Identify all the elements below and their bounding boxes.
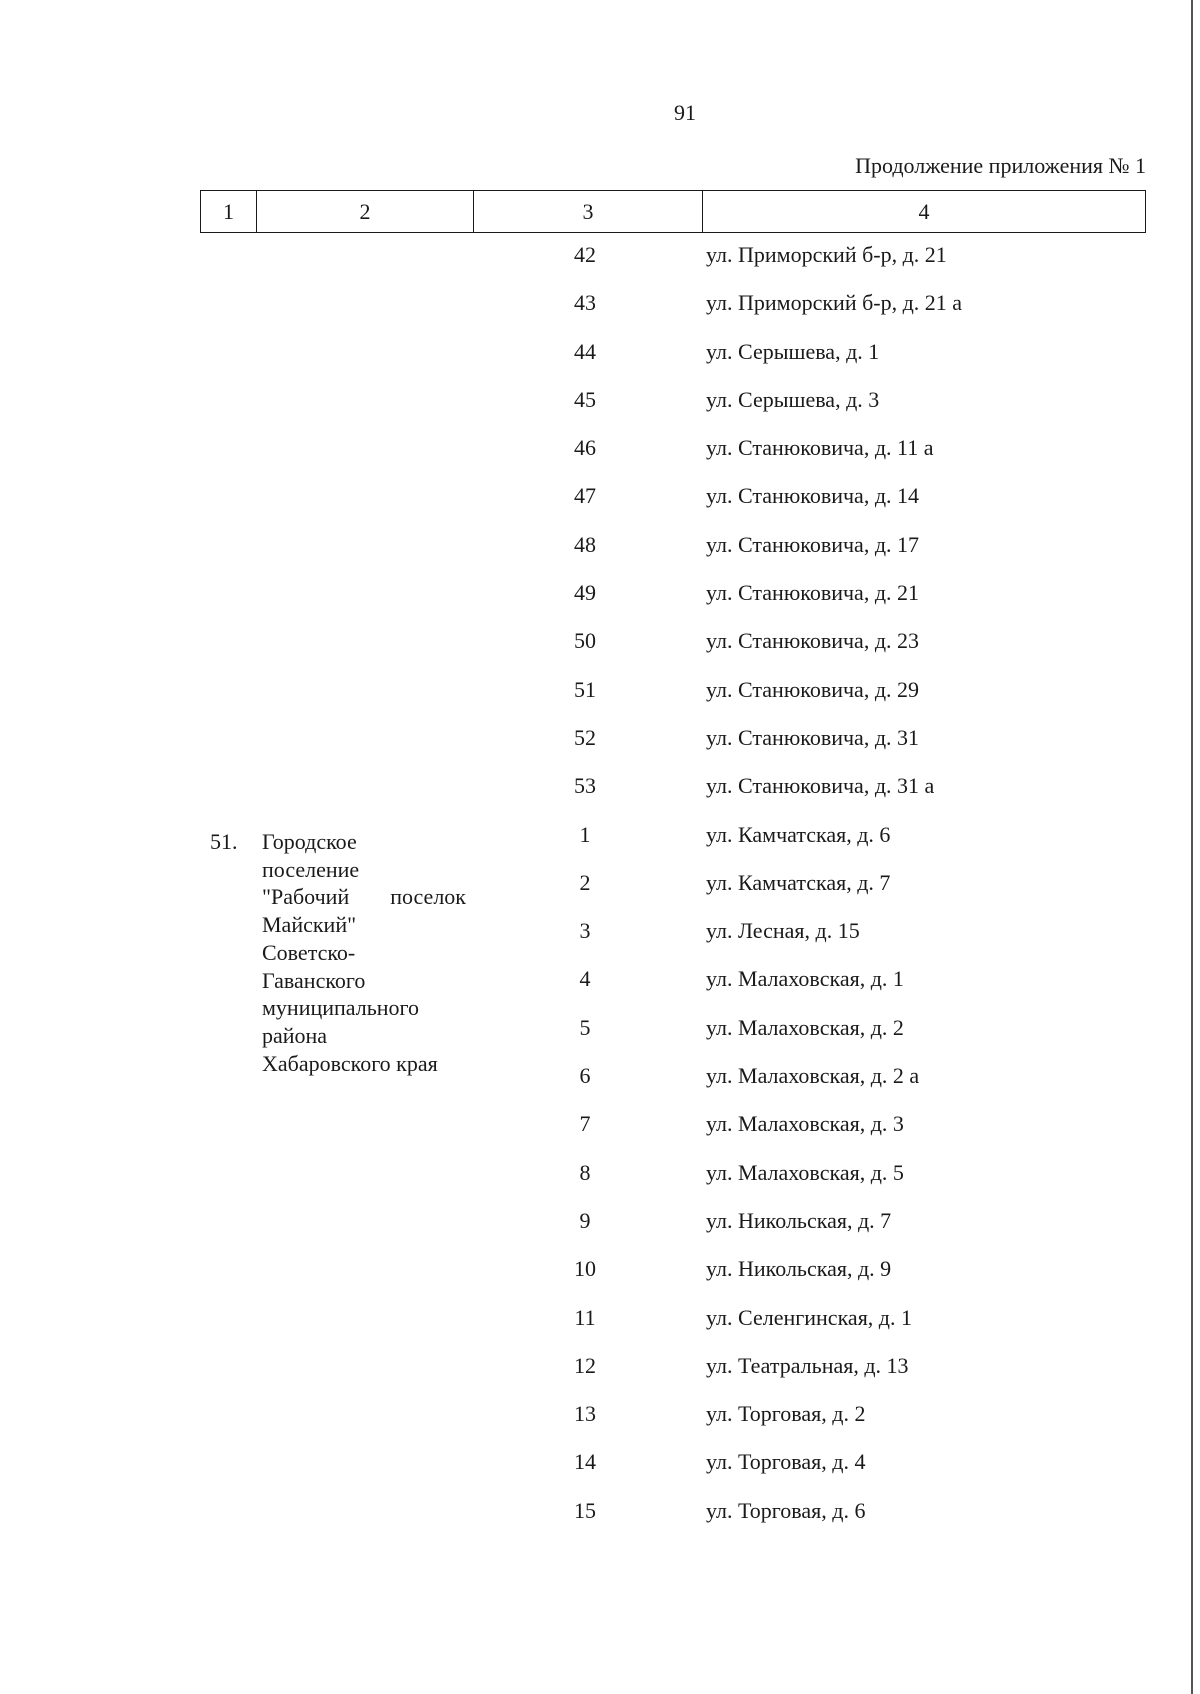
row-number: 14 [574, 1449, 596, 1475]
table-row [0, 435, 1200, 483]
row-number: 49 [574, 580, 596, 606]
row-address: ул. Станюковича, д. 11 а [706, 435, 934, 461]
table-row [0, 1256, 1200, 1304]
row-address: ул. Станюковича, д. 21 [706, 580, 920, 606]
row-address: ул. Малаховская, д. 2 а [706, 1063, 920, 1089]
table-row [0, 483, 1200, 531]
row-number: 15 [574, 1497, 596, 1523]
table-row [0, 1160, 1200, 1208]
row-address: ул. Торговая, д. 6 [706, 1497, 866, 1523]
table-row [0, 677, 1200, 725]
row-address: ул. Лесная, д. 15 [706, 918, 860, 944]
row-address: ул. Станюковича, д. 17 [706, 531, 920, 557]
row-address: ул. Станюковича, д. 29 [706, 676, 920, 702]
row-number: 12 [574, 1352, 596, 1378]
row-address: ул. Станюковича, д. 31 а [706, 773, 935, 799]
entity-word: "Рабочий [262, 884, 350, 910]
table-row [0, 1498, 1200, 1546]
header-col-3: 3 [474, 191, 703, 233]
row-address: ул. Серышева, д. 3 [706, 386, 880, 412]
row-address: ул. Торговая, д. 4 [706, 1449, 866, 1475]
row-number: 46 [574, 435, 596, 461]
table-row [0, 1015, 1200, 1063]
entity-line: Майский" [262, 912, 357, 938]
entity-line: Хабаровского края [262, 1050, 438, 1076]
row-address: ул. Никольская, д. 7 [706, 1207, 892, 1233]
table-row [0, 1401, 1200, 1449]
row-address: ул. Малаховская, д. 1 [706, 966, 904, 992]
row-number: 2 [579, 869, 591, 895]
entity-line: района [262, 1022, 328, 1048]
column-header-table [200, 190, 1146, 233]
row-address: ул. Серышева, д. 1 [706, 338, 880, 364]
table-row [0, 725, 1200, 773]
row-address: ул. Станюковича, д. 23 [706, 628, 920, 654]
table-row [0, 532, 1200, 580]
row-number: 5 [579, 1014, 591, 1040]
row-number: 13 [574, 1401, 596, 1427]
row-address: ул. Малаховская, д. 3 [706, 1111, 904, 1137]
row-number: 43 [574, 290, 596, 316]
entity-line: поселение [262, 856, 360, 882]
row-number: 8 [579, 1159, 591, 1185]
row-number: 47 [574, 483, 596, 509]
row-number: 3 [579, 918, 591, 944]
row-address: ул. Камчатская, д. 6 [706, 821, 891, 847]
row-number: 1 [579, 821, 591, 847]
entity-line: муниципального [262, 995, 420, 1021]
row-address: ул. Приморский б-р, д. 21 а [706, 290, 963, 316]
table-row [0, 1449, 1200, 1497]
table-row [0, 1063, 1200, 1111]
entity-line: Гаванского [262, 967, 366, 993]
row-number: 6 [579, 1063, 591, 1089]
entity-number: 51. [210, 829, 238, 854]
header-col-1: 1 [201, 191, 257, 233]
entity-line: Советско- [262, 939, 356, 965]
row-number: 4 [579, 966, 591, 992]
row-number: 48 [574, 531, 596, 557]
header-row [201, 191, 1146, 233]
table-row [0, 1111, 1200, 1159]
table-row [0, 870, 1200, 918]
address-list [0, 242, 1200, 1546]
row-number: 53 [574, 773, 596, 799]
row-number: 51 [574, 676, 596, 702]
row-address: ул. Камчатская, д. 7 [706, 869, 891, 895]
row-address: ул. Малаховская, д. 2 [706, 1014, 904, 1040]
table-row [0, 580, 1200, 628]
row-address: ул. Никольская, д. 9 [706, 1256, 892, 1282]
row-number: 7 [579, 1111, 591, 1137]
row-address: ул. Станюковича, д. 31 [706, 724, 920, 750]
table-row [0, 387, 1200, 435]
header-col-2: 2 [257, 191, 474, 233]
row-address: ул. Станюковича, д. 14 [706, 483, 920, 509]
row-number: 45 [574, 386, 596, 412]
table-row [0, 628, 1200, 676]
table-row [0, 773, 1200, 821]
row-address: ул. Торговая, д. 2 [706, 1401, 866, 1427]
table-row [0, 1353, 1200, 1401]
header-col-4: 4 [703, 191, 1146, 233]
table-row [0, 822, 1200, 870]
row-number: 9 [579, 1207, 591, 1233]
table-row [0, 290, 1200, 338]
row-address: ул. Приморский б-р, д. 21 [706, 242, 947, 267]
row-address: ул. Театральная, д. 13 [706, 1352, 909, 1378]
row-number: 52 [574, 724, 596, 750]
row-address: ул. Малаховская, д. 5 [706, 1159, 904, 1185]
row-number: 42 [574, 242, 596, 267]
row-number: 50 [574, 628, 596, 654]
table-row [0, 242, 1200, 290]
table-row [0, 966, 1200, 1014]
table-row [0, 1208, 1200, 1256]
entity-line: Городское [262, 829, 357, 854]
row-number: 11 [574, 1304, 596, 1330]
page-number: 91 [674, 100, 696, 125]
table-row [0, 918, 1200, 966]
table-row [0, 1305, 1200, 1353]
table-row [0, 339, 1200, 387]
entity-word: поселок [390, 884, 466, 910]
row-number: 44 [574, 338, 596, 364]
continuation-label: Продолжение приложения № 1 [855, 153, 1146, 178]
row-address: ул. Селенгинская, д. 1 [706, 1304, 913, 1330]
row-number: 10 [574, 1256, 596, 1282]
